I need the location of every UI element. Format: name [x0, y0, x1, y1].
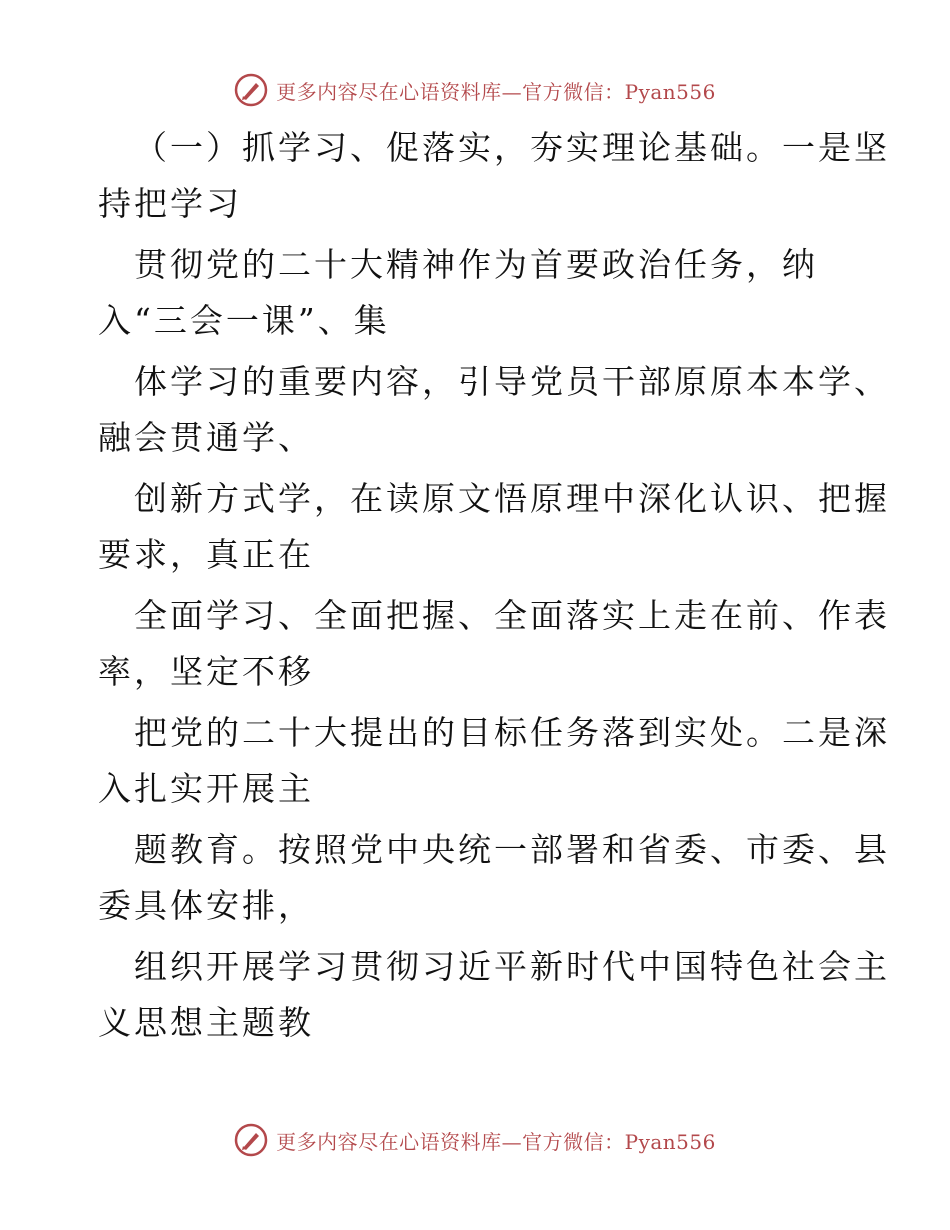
text-line-6: 融会贯通学、	[98, 418, 314, 457]
text-line-15: 组织开展学习贯彻习近平新时代中国特色社会主	[134, 947, 890, 986]
text-line-1: （一）抓学习、促落实，夯实理论基础。一是坚	[134, 128, 890, 167]
text-line-9: 全面学习、全面把握、全面落实上走在前、作表	[134, 596, 890, 635]
text-line-8: 要求，真正在	[98, 535, 314, 574]
text-line-10: 率，坚定不移	[98, 652, 314, 691]
text-line-3: 贯彻党的二十大精神作为首要政治任务，纳	[134, 245, 818, 284]
text-line-4: 入“三会一课”、集	[98, 301, 390, 340]
text-line-16: 义思想主题教	[98, 1003, 314, 1042]
quill-seal-icon	[234, 1123, 268, 1157]
quill-seal-icon	[234, 73, 268, 107]
header-banner-text: 更多内容尽在心语资料库—官方微信：Pyan556	[276, 79, 716, 104]
text-line-7: 创新方式学，在读原文悟原理中深化认识、把握	[134, 479, 890, 518]
text-line-14: 委具体安排，	[98, 886, 314, 925]
text-line-12: 入扎实开展主	[98, 769, 314, 808]
text-line-5: 体学习的重要内容，引导党员干部原原本本学、	[134, 362, 890, 401]
text-line-13: 题教育。按照党中央统一部署和省委、市委、县	[134, 830, 890, 869]
footer-banner-text: 更多内容尽在心语资料库—官方微信：Pyan556	[276, 1129, 716, 1154]
footer-banner	[0, 1118, 950, 1162]
header-banner	[0, 68, 950, 112]
text-line-2: 持把学习	[98, 184, 242, 223]
document-body	[98, 120, 890, 1051]
text-line-11: 把党的二十大提出的目标任务落到实处。二是深	[134, 713, 890, 752]
